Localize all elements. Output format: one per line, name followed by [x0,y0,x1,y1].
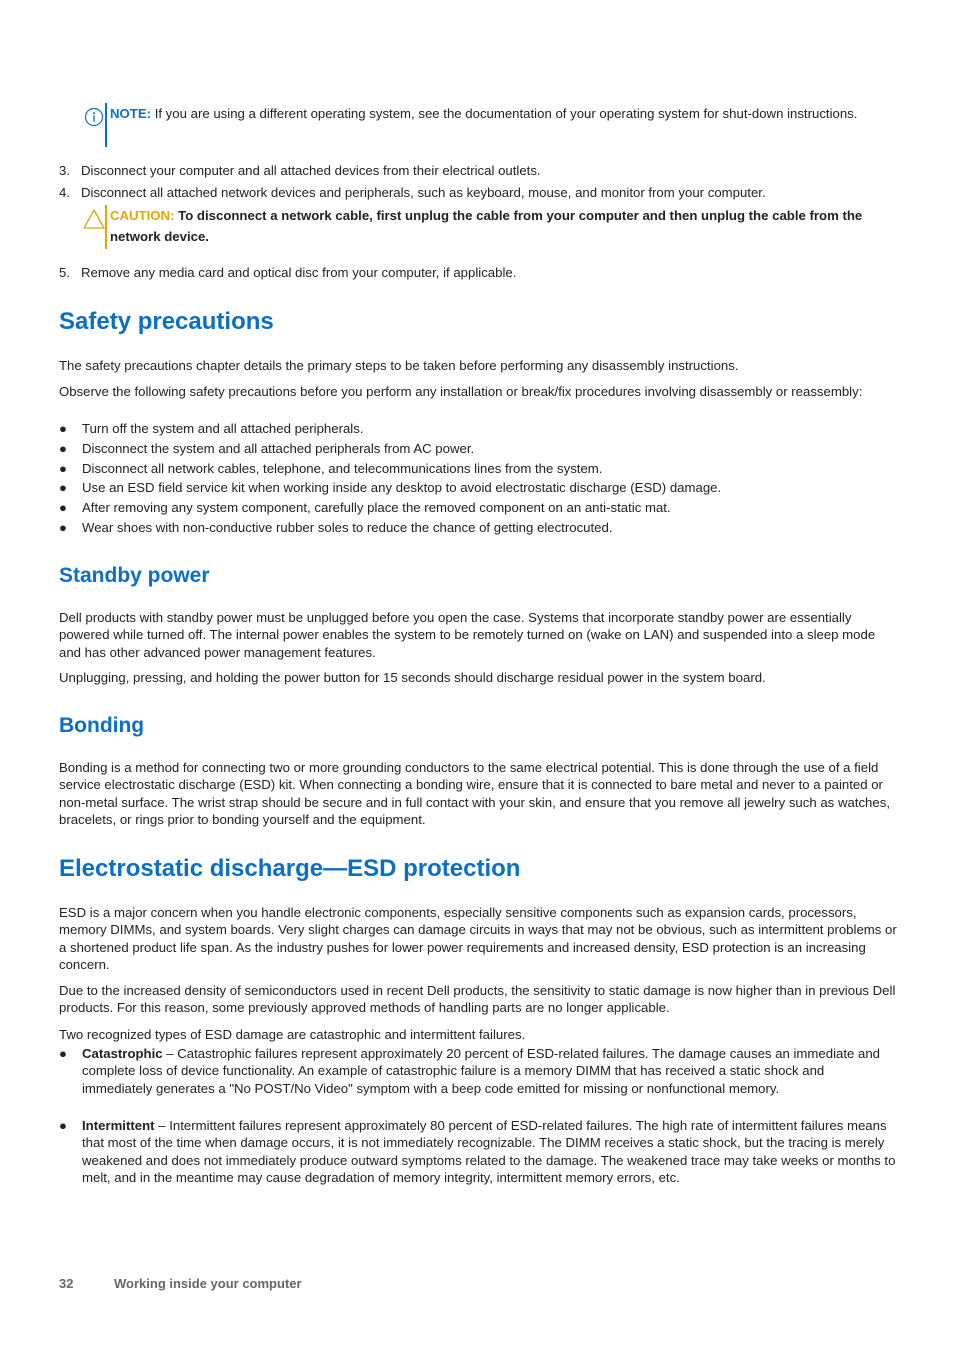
safety-observe: Observe the following safety precautions before you perform any installation or break/fix procedures involving disassembly or reassembly: [59,384,863,399]
footer-section-title: Working inside your computer [114,1276,302,1291]
bonding-heading: Bonding [59,714,145,737]
list-item-body: – Intermittent failures represent approximately 80 percent of ESD-related failures. The high rate of intermittent failures means that most of the time when damage occurs, it is not immediately recognizable. The DIMM receives a static shock, but the tracing is merely weakened and does not immediately produce outward symptoms related to the damage. The weakened trace may take weeks or months to melt, and in the meantime may cause degradation of memory integrity, intermittent memory errors, etc. [82,1118,896,1186]
safety-heading: Safety precautions [59,308,274,335]
bullet-icon: ● [59,461,67,476]
caution-text [110,205,880,247]
info-icon [84,107,104,127]
note-body: If you are using a different operating system, see the documentation of your operating system for shut-down instructions. [151,106,858,121]
list-item-text: Turn off the system and all attached peripherals. [82,421,364,436]
bullet-icon: ● [59,441,67,456]
list-item-term: Catastrophic [82,1046,163,1061]
bullet-icon: ● [59,520,67,535]
note-bar [105,103,107,147]
bullet-icon: ● [59,500,67,515]
bullet-icon: ● [59,1046,67,1061]
caution-body: To disconnect a network cable, first unplug the cable from your computer and then unplug the cable from the network device. [110,208,863,244]
page-number: 32 [59,1276,74,1291]
note-label: NOTE: [110,106,152,121]
esd-paragraph-1: ESD is a major concern when you handle electronic components, especially sensitive components such as expansion cards, processors, memory DIMMs, and system boards. Very slight charges can damage circuits in ways that may not be obvious, such as intermittent problems or a shortened product life span. As the industry pushes for lower power requirements and increased density, ESD protection is an increasing concern. [59,905,897,973]
list-item-term: Intermittent [82,1118,155,1133]
esd-heading: Electrostatic discharge—ESD protection [59,855,521,882]
step-text: Disconnect all attached network devices and peripherals, such as keyboard, mouse, and monitor from your computer. [81,185,766,200]
list-item-body: – Catastrophic failures represent approximately 20 percent of ESD-related failures. The damage causes an immediate and complete loss of device functionality. An example of catastrophic failure is a memory DIMM that has received a static shock and immediately generates a "No POST/No Video" symptom with a beep code emitted for missing or nonfunctional memory. [82,1046,881,1096]
list-item-text: Disconnect the system and all attached peripherals from AC power. [82,441,475,456]
list-item-text: Wear shoes with non-conductive rubber soles to reduce the chance of getting electrocuted. [82,520,613,535]
bonding-paragraph: Bonding is a method for connecting two or more grounding conductors to the same electrical potential. This is done through the use of a field service electrostatic discharge (ESD) kit. When connecting a bonding wire, ensure that it is connected to bare metal and never to a painted or non-metal surface. The wrist strap should be secure and in full contact with your skin, and ensure that you remove all jewelry such as watches, bracelets, or rings prior to bonding yourself and the equipment. [59,760,890,828]
bullet-icon: ● [59,480,67,495]
list-item-text: Disconnect all network cables, telephone, and telecommunications lines from the system. [82,461,603,476]
warning-icon [82,208,106,230]
list-item-text [82,1117,897,1187]
note-text [110,103,880,124]
standby-paragraph-2: Unplugging, pressing, and holding the power button for 15 seconds should discharge residual power in the system board. [59,670,766,685]
step-number: 3. [59,163,70,178]
safety-intro: The safety precautions chapter details the primary steps to be taken before performing any disassembly instructions. [59,358,739,373]
esd-paragraph-3: Two recognized types of ESD damage are catastrophic and intermittent failures. [59,1027,526,1042]
list-item-text: Use an ESD field service kit when working inside any desktop to avoid electrostatic discharge (ESD) damage. [82,480,722,495]
bullet-icon: ● [59,421,67,436]
list-item-text: After removing any system component, carefully place the removed component on an anti-static mat. [82,500,671,515]
step-number: 4. [59,185,70,200]
standby-heading: Standby power [59,564,210,587]
step-number: 5. [59,265,70,280]
step-text: Remove any media card and optical disc from your computer, if applicable. [81,265,517,280]
standby-paragraph-1: Dell products with standby power must be unplugged before you open the case. Systems that incorporate standby power are essentially powered while turned off. The internal power enables the system to be remotely turned on (wake on LAN) and suspended into a sleep mode and has other advanced power management features. [59,610,876,660]
caution-label: CAUTION: [110,208,175,223]
caution-bar [105,205,107,249]
bullet-icon: ● [59,1118,67,1133]
list-item-text [82,1045,897,1097]
page-footer [59,1276,302,1291]
step-text: Disconnect your computer and all attached devices from their electrical outlets. [81,163,541,178]
esd-paragraph-2: Due to the increased density of semiconductors used in recent Dell products, the sensitivity to static damage is now higher than in previous Dell products. For this reason, some previously approved methods of handling parts are no longer applicable. [59,983,896,1016]
